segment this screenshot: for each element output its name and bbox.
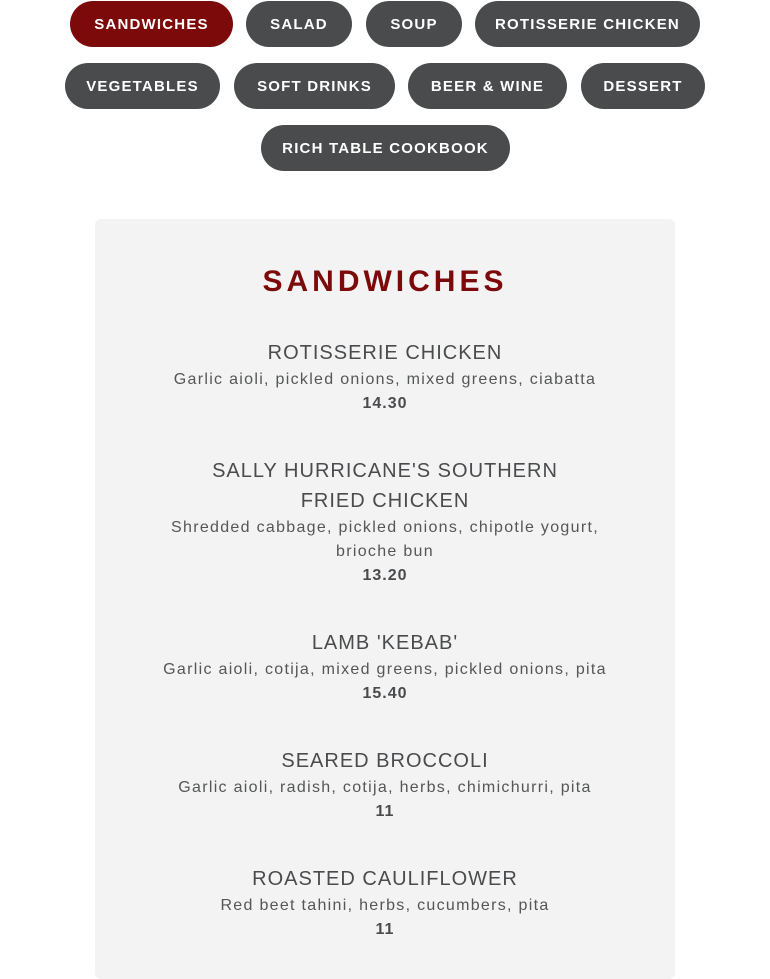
menu-item-name: ROTISSERIE CHICKEN <box>267 342 503 364</box>
tab-beer-wine[interactable]: BEER & WINE <box>408 63 567 109</box>
menu-item-name: SALLY HURRICANE'S SOUTHERN FRIED CHICKEN <box>212 460 558 512</box>
menu-item <box>155 746 615 824</box>
menu-item-price: 11 <box>375 803 395 820</box>
menu-item <box>155 338 615 416</box>
tab-rotisserie-chicken[interactable]: ROTISSERIE CHICKEN <box>475 1 700 47</box>
menu-item-description: Garlic aioli, pickled onions, mixed greens, ciabatta <box>173 371 597 388</box>
menu-item-description: Garlic aioli, radish, cotija, herbs, chimichurri, pita <box>178 779 592 796</box>
tab-salad[interactable]: SALAD <box>246 1 352 47</box>
tab-rich-table-cookbook[interactable]: RICH TABLE COOKBOOK <box>261 125 510 171</box>
tab-sandwiches[interactable]: SANDWICHES <box>70 1 233 47</box>
menu-item-price: 15.40 <box>362 685 408 702</box>
menu-item-price: 11 <box>375 921 395 938</box>
menu-item-price: 13.20 <box>362 567 408 584</box>
tab-soft-drinks[interactable]: SOFT DRINKS <box>234 63 395 109</box>
menu-item-description: Red beet tahini, herbs, cucumbers, pita <box>220 897 550 914</box>
tab-dessert[interactable]: DESSERT <box>581 63 705 109</box>
menu-item-name: LAMB 'KEBAB' <box>311 632 459 654</box>
section-title: SANDWICHES <box>262 265 508 298</box>
tab-vegetables[interactable]: VEGETABLES <box>65 63 220 109</box>
tab-soup[interactable]: SOUP <box>366 1 462 47</box>
menu-item <box>155 864 615 942</box>
menu-item-description: Shredded cabbage, pickled onions, chipotle yogurt, brioche bun <box>171 519 599 560</box>
menu-item <box>155 456 615 588</box>
menu-item-name: ROASTED CAULIFLOWER <box>252 868 518 890</box>
menu-item-price: 14.30 <box>362 395 408 412</box>
menu-item-description: Garlic aioli, cotija, mixed greens, pickled onions, pita <box>163 661 607 678</box>
menu-item-name: SEARED BROCCOLI <box>281 750 489 772</box>
menu-item <box>155 628 615 706</box>
